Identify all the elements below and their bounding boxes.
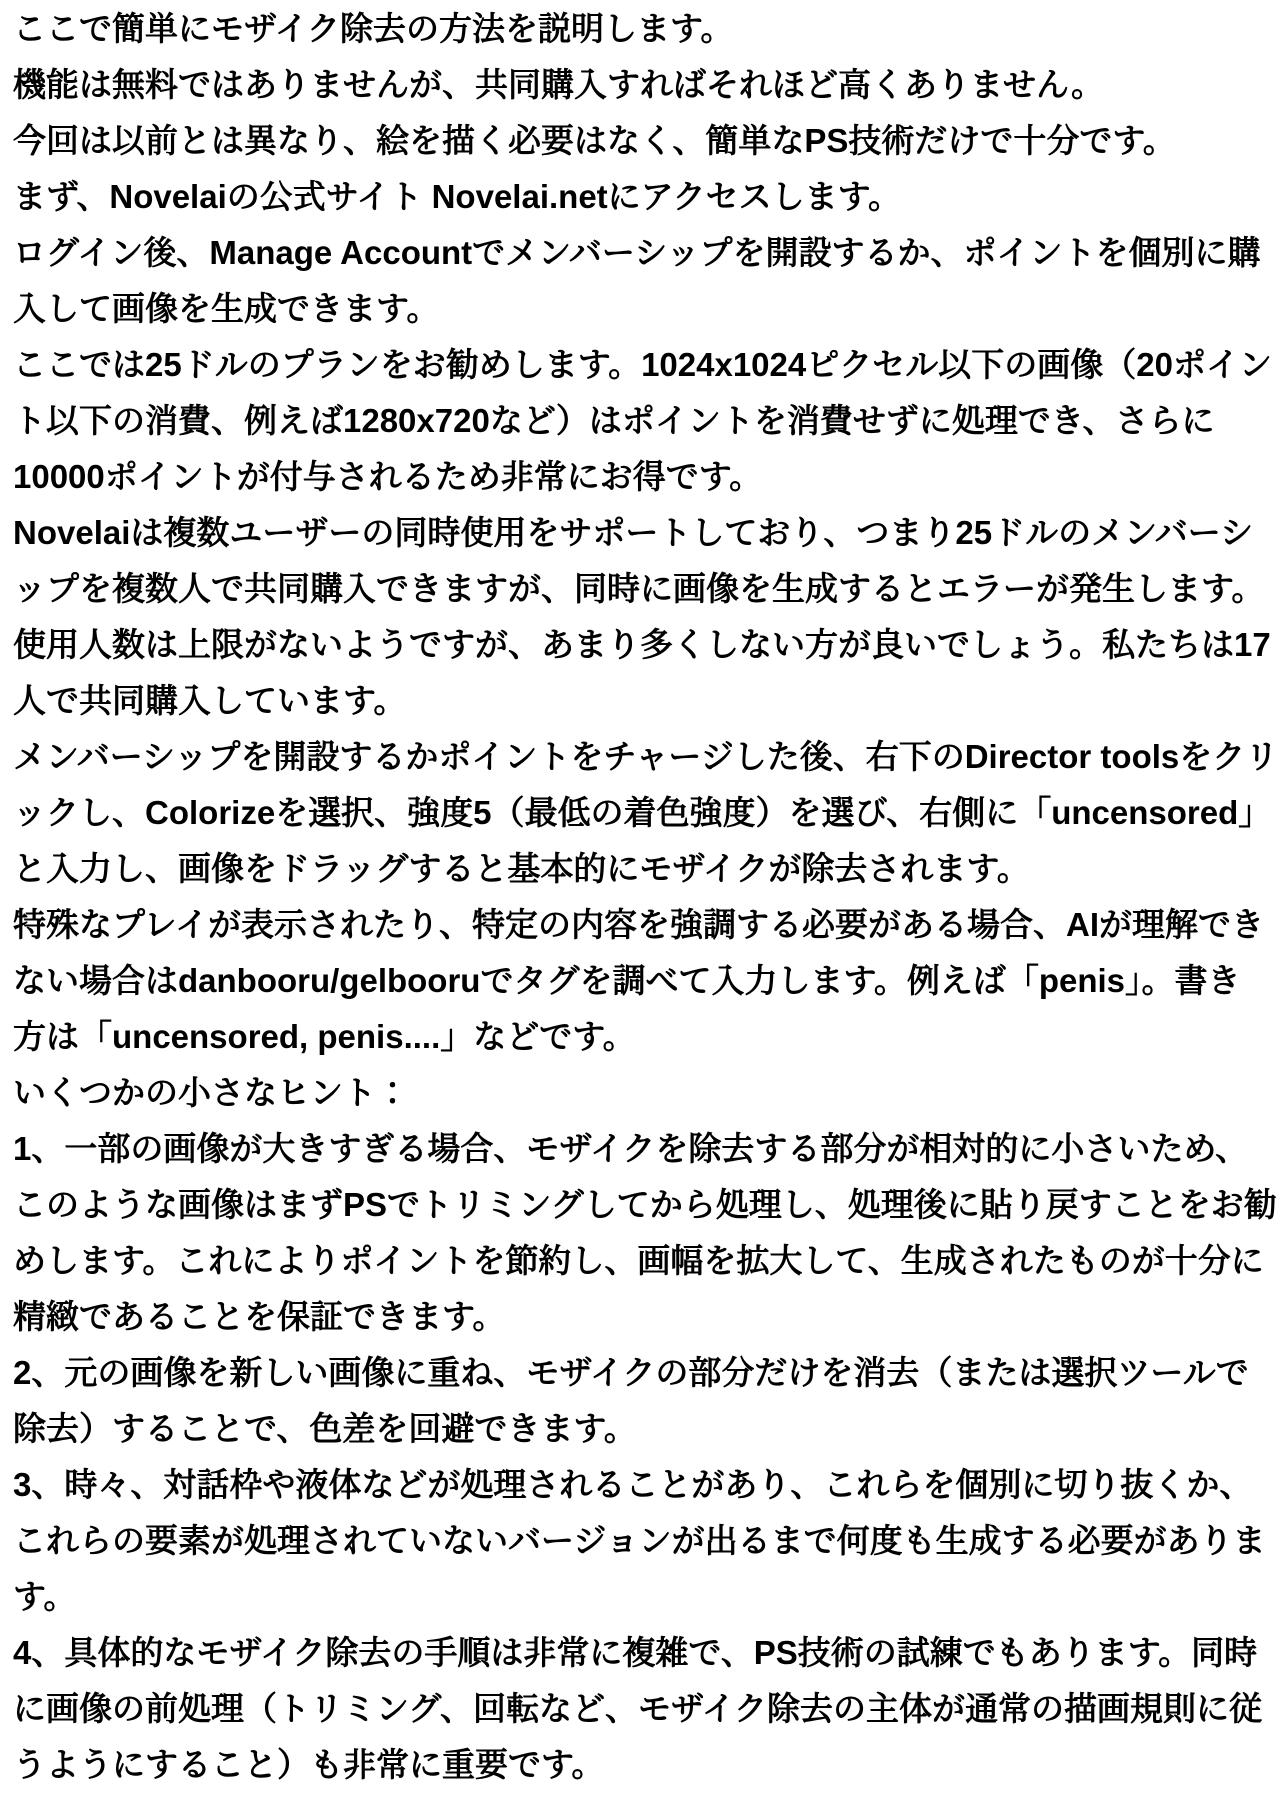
text-line: 除去）することで、色差を回避できます。 xyxy=(13,1410,637,1447)
text-line: 今回は以前とは異なり、絵を描く必要はなく、簡単なPS技術だけで十分です。 xyxy=(13,122,1176,159)
text-line: このような画像はまずPSでトリミングしてから処理し、処理後に貼り戻すことをお勧 xyxy=(13,1186,1277,1223)
text-line: まず、Novelaiの公式サイト Novelai.netにアクセスします。 xyxy=(13,178,902,215)
text-line: メンバーシップを開設するかポイントをチャージした後、右下のDirector toolsをクリ xyxy=(13,738,1279,775)
text-line: Novelaiは複数ユーザーの同時使用をサポートしており、つまり25ドルのメンバーシ xyxy=(13,514,1254,551)
document-body xyxy=(13,1,1279,1793)
text-line: 1、一部の画像が大きすぎる場合、モザイクを除去する部分が相対的に小さいため、 xyxy=(13,1130,1249,1167)
text-line: ップを複数人で共同購入できますが、同時に画像を生成するとエラーが発生します。 xyxy=(13,570,1265,607)
text-line: ここでは25ドルのプランをお勧めします。1024x1024ピクセル以下の画像（20ポイン xyxy=(13,346,1272,383)
text-line: 精緻であることを保証できます。 xyxy=(13,1298,506,1335)
text-line: 3、時々、対話枠や液体などが処理されることがあり、これらを個別に切り抜くか、 xyxy=(13,1466,1253,1503)
text-line: 使用人数は上限がないようですが、あまり多くしない方が良いでしょう。私たちは17 xyxy=(13,626,1271,663)
text-line: と入力し、画像をドラッグすると基本的にモザイクが除去されます。 xyxy=(13,850,1030,887)
text-line: これらの要素が処理されていないバージョンが出るまで何度も生成する必要がありま xyxy=(13,1522,1266,1559)
text-line: めします。これによりポイントを節約し、画幅を拡大して、生成されたものが十分に xyxy=(13,1242,1264,1279)
text-line: 入して画像を生成できます。 xyxy=(13,290,440,327)
text-line: ト以下の消費、例えば1280x720など）はポイントを消費せずに処理でき、さらに xyxy=(13,402,1215,439)
text-line: 4、具体的なモザイク除去の手順は非常に複雑で、PS技術の試練でもあります。同時 xyxy=(13,1634,1258,1671)
text-line: 10000ポイントが付与されるため非常にお得です。 xyxy=(13,458,763,495)
text-line: ない場合はdanbooru/gelbooruでタグを調べて入力します。例えば「penis」。書き xyxy=(13,962,1241,999)
text-line: ここで簡単にモザイク除去の方法を説明します。 xyxy=(13,10,734,47)
text-line: ログイン後、Manage Accountでメンバーシップを開設するか、ポイントを個別に購 xyxy=(13,234,1261,271)
text-line: 2、元の画像を新しい画像に重ね、モザイクの部分だけを消去（または選択ツールで xyxy=(13,1354,1249,1391)
text-line: 方は「uncensored, penis....」などです。 xyxy=(13,1018,636,1055)
text-line: 人で共同購入しています。 xyxy=(13,682,407,719)
text-line: 特殊なプレイが表示されたり、特定の内容を強調する必要がある場合、AIが理解でき xyxy=(13,906,1265,943)
text-line: に画像の前処理（トリミング、回転など、モザイク除去の主体が通常の描画規則に従 xyxy=(13,1690,1263,1727)
text-line: ックし、Colorizeを選択、強度5（最低の着色強度）を選び、右側に「uncensored」 xyxy=(13,794,1272,831)
text-line: いくつかの小さなヒント： xyxy=(13,1074,409,1111)
text-line: うようにすること）も非常に重要です。 xyxy=(13,1746,605,1783)
text-line: 機能は無料ではありませんが、共同購入すればそれほど高くありません。 xyxy=(13,66,1104,103)
text-line: す。 xyxy=(13,1578,77,1615)
